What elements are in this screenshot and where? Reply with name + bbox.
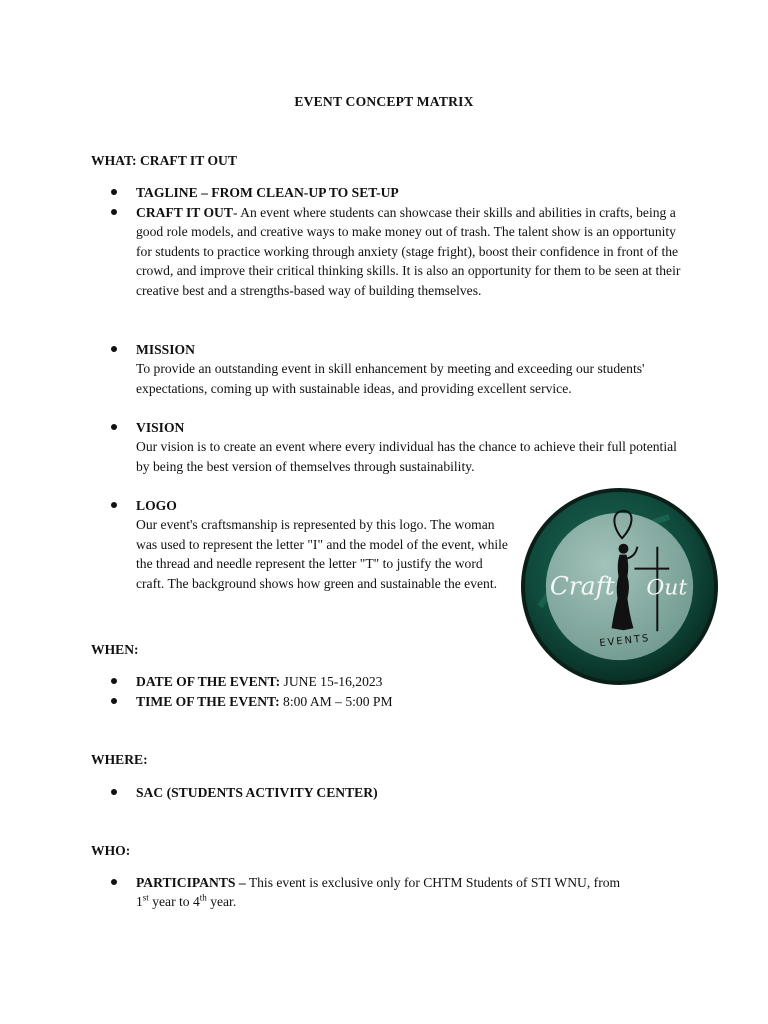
logo-word-events: EVENTS: [598, 632, 651, 650]
list-item-venue: [91, 783, 691, 802]
date-value: JUNE 15-16,2023: [280, 674, 383, 689]
list-item-tagline: [91, 183, 691, 202]
list-item-time: [91, 692, 691, 711]
time-line: [136, 692, 691, 711]
time-label: TIME OF THE EVENT:: [136, 694, 280, 709]
craft-label: CRAFT IT OUT: [136, 205, 233, 220]
tagline-text: TAGLINE – FROM CLEAN-UP TO SET-UP: [136, 185, 399, 200]
year-tail: year.: [206, 894, 237, 910]
vision-label: VISION: [136, 420, 185, 435]
bullet: [111, 346, 117, 352]
where-heading: WHERE:: [91, 752, 148, 767]
logo-block: [136, 496, 511, 593]
list-item-participants: [91, 873, 691, 912]
page-title: EVENT CONCEPT MATRIX: [294, 94, 474, 109]
mission-text: To provide an outstanding event in skill enhancement by meeting and exceeding our students' expectations, coming up with sustainable ideas, and providing excellent service.: [136, 361, 645, 396]
list-item-vision: [91, 418, 691, 476]
craft-it-out-logo: [520, 487, 719, 686]
year-start-suffix: st: [142, 892, 149, 903]
bullet: [111, 189, 117, 195]
who-heading: WHO:: [91, 843, 131, 858]
what-heading: WHAT: CRAFT IT OUT: [91, 153, 237, 168]
participants-description: This event is exclusive only for CHTM Students of STI WNU, from: [245, 875, 621, 890]
list-item-date: [91, 672, 691, 691]
venue-text: SAC (STUDENTS ACTIVITY CENTER): [136, 785, 378, 800]
bullet: [111, 502, 117, 508]
bullet: [111, 879, 117, 885]
year-end: 4: [192, 894, 200, 910]
logo-label: LOGO: [136, 498, 177, 513]
logo-word-craft: Craft: [549, 571, 615, 601]
mission-block: [136, 340, 691, 398]
time-value: 8:00 AM – 5:00 PM: [279, 694, 393, 709]
vision-text: Our vision is to create an event where every individual has the chance to achieve their full potential by being the best version of themselves through sustainability.: [136, 439, 677, 474]
craft-text: - An event where students can showcase their skills and abilities in crafts, being a good role models, and creative ways to make money out of trash. The talent show is an opportunity for students to practice working through anxiety (stage fright), boost their confidence in front of the crowd, and improve their critical thinking skills. It is also an opportunity for them to be seen at their creative best and a strengths-based way of building themselves.: [136, 205, 681, 298]
year-start: 1: [136, 894, 143, 910]
logo-text: Our event's craftsmanship is represented by this logo. The woman was used to represent the letter "I" and the model of the event, while the thread and needle represent the letter "T" to justify the word craft. The background shows how green and sustainable the event.: [136, 517, 508, 591]
participants-text: [136, 873, 691, 912]
bullet: [111, 698, 117, 704]
vision-block: [136, 418, 691, 476]
logo-word-out: Out: [646, 575, 688, 601]
participants-label: PARTICIPANTS –: [136, 875, 246, 890]
when-heading: WHEN:: [91, 642, 139, 657]
bullet: [111, 209, 117, 215]
date-line: [136, 672, 691, 691]
bullet: [111, 424, 117, 430]
year-end-suffix: th: [199, 892, 207, 903]
year-mid: year to: [148, 894, 193, 910]
bullet: [111, 789, 117, 795]
craft-description: [136, 203, 681, 300]
mission-label: MISSION: [136, 342, 195, 357]
list-item-craft-it-out: [91, 203, 681, 300]
list-item-mission: [91, 340, 691, 398]
bullet: [111, 678, 117, 684]
list-item-logo: [91, 496, 511, 593]
date-label: DATE OF THE EVENT:: [136, 674, 281, 689]
